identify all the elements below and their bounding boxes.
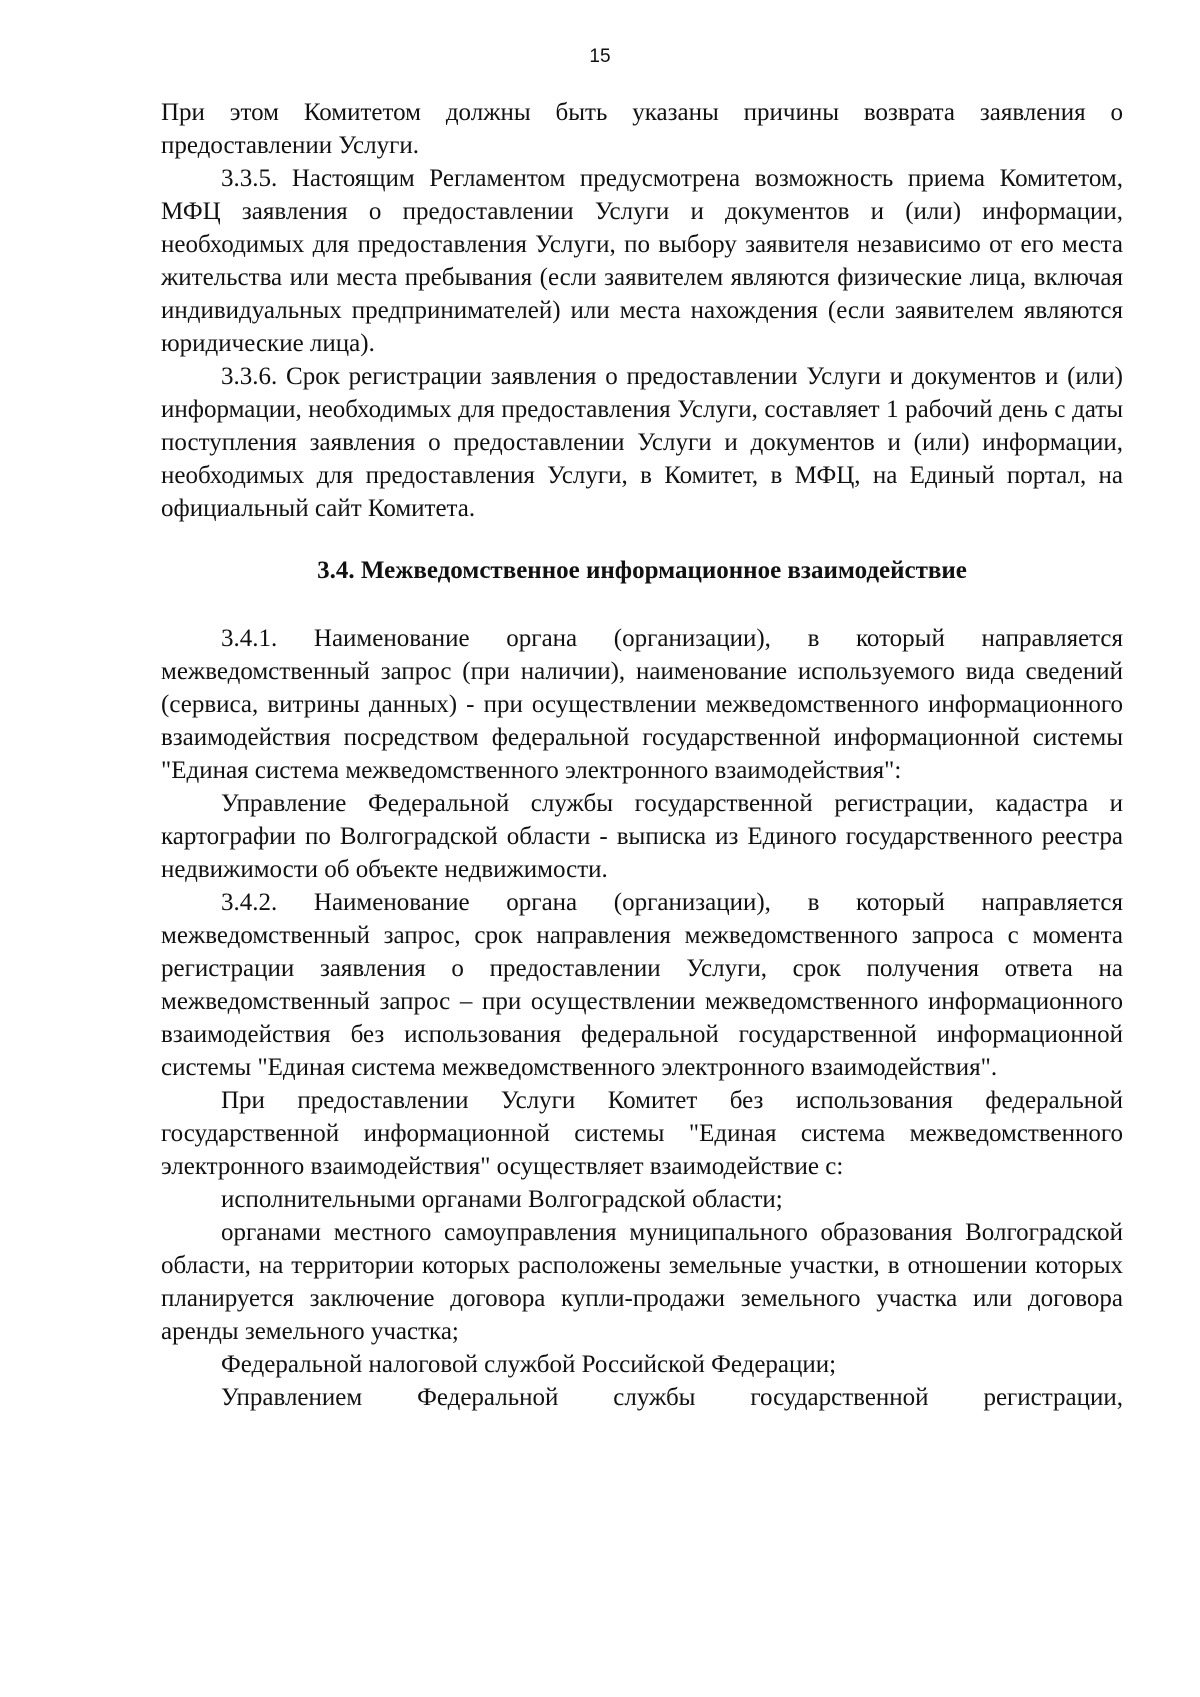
list-item-local-government: органами местного самоуправления муниципального образования Волгоградской области, на территории которых расположены земельные участки, в отношении которых планируется заключение договора купли-продажи земельного участка или договора аренды земельного участка; [161,1219,1123,1345]
paragraph-return-reasons: При этом Комитетом должны быть указаны причины возврата заявления о предоставлении Услуги. [161,99,1123,159]
list-item-registration-service: Управлением Федеральной службы государственной регистрации, [221,1384,1123,1411]
paragraph-3-4-1: 3.4.1. Наименование органа (организации), в который направляется межведомственный запрос (при наличии), наименование используемого вида сведений (сервиса, витрины данных) - при осуществлении межведомственного информационного взаимодействия посредством федеральной государственной информационной системы "Единая система межведомственного электронного взаимодействия": [161,625,1123,784]
paragraph-interaction-intro: При предоставлении Услуги Комитет без использования федеральной государственной информационной системы "Единая система межведомственного электронного взаимодействия" осуществляет взаимодействие с: [161,1087,1123,1180]
document-body [161,96,1123,1414]
paragraph-3-3-5: 3.3.5. Настоящим Регламентом предусмотрена возможность приема Комитетом, МФЦ заявления о предоставлении Услуги и документов и (или) информации, необходимых для предоставления Услуги, по выбору заявителя независимо от его места жительства или места пребывания (если заявителем являются физические лица, включая индивидуальных предпринимателей) или места нахождения (если заявителем являются юридические лица). [161,165,1123,357]
paragraph-3-4-2: 3.4.2. Наименование органа (организации), в который направляется межведомственный запрос, срок направления межведомственного запроса с момента регистрации заявления о предоставлении Услуги, срок получения ответа на межведомственный запрос – при осуществлении межведомственного информационного взаимодействия без использования федеральной государственной информационной системы "Единая система межведомственного электронного взаимодействия". [161,889,1123,1081]
section-heading-3-4: 3.4. Межведомственное информационное взаимодействие [317,557,967,584]
list-item-tax-service: Федеральной налоговой службой Российской Федерации; [221,1351,837,1378]
paragraph-rosreestr-extract: Управление Федеральной службы государственной регистрации, кадастра и картографии по Волгоградской области - выписка из Единого государственного реестра недвижимости об объекте недвижимости. [161,790,1123,883]
list-item-executive-bodies: исполнительными органами Волгоградской области; [221,1186,783,1213]
paragraph-3-3-6: 3.3.6. Срок регистрации заявления о предоставлении Услуги и документов и (или) информации, необходимых для предоставления Услуги, составляет 1 рабочий день с даты поступления заявления о предоставлении Услуги и документов и (или) информации, необходимых для предоставления Услуги, в Комитет, в МФЦ, на Единый портал, на официальный сайт Комитета. [161,363,1123,522]
page-number: 15 [589,46,611,67]
